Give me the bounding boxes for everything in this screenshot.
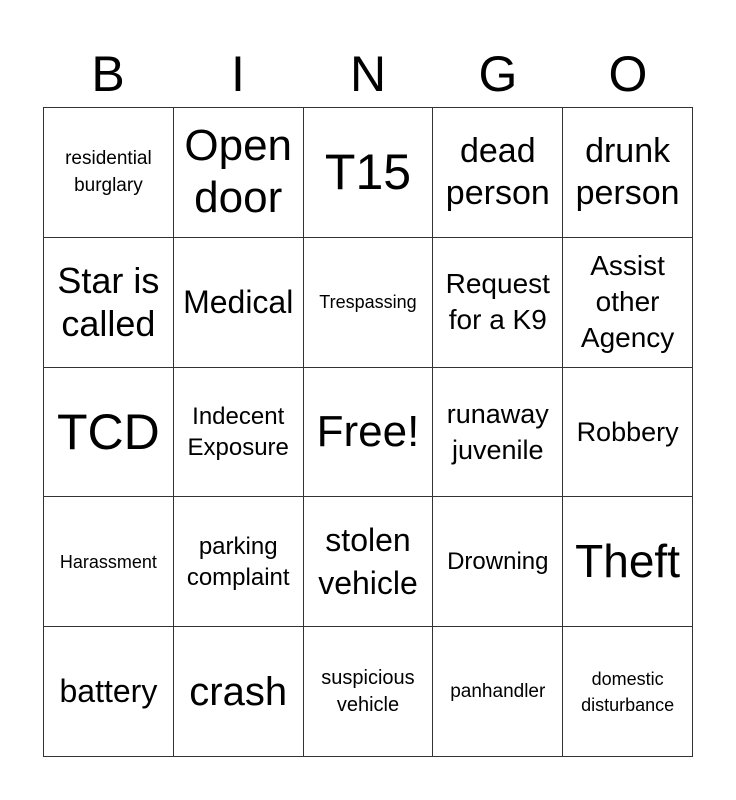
bingo-cell[interactable]: T15 (304, 108, 434, 238)
bingo-cell[interactable]: TCD (44, 368, 174, 498)
bingo-cell[interactable]: residential burglary (44, 108, 174, 238)
bingo-cell[interactable]: domestic disturbance (563, 627, 693, 757)
bingo-board (43, 107, 693, 757)
bingo-cell[interactable]: dead person (433, 108, 563, 238)
bingo-cell[interactable]: drunk person (563, 108, 693, 238)
bingo-cell[interactable]: Harassment (44, 497, 174, 627)
bingo-cell[interactable]: Theft (563, 497, 693, 627)
bingo-cell[interactable]: runaway juvenile (433, 368, 563, 498)
header-letter-i: I (231, 46, 245, 102)
bingo-cell[interactable]: Indecent Exposure (174, 368, 304, 498)
bingo-cell[interactable]: suspicious vehicle (304, 627, 434, 757)
bingo-cell[interactable]: crash (174, 627, 304, 757)
bingo-cell[interactable]: Robbery (563, 368, 693, 498)
header-letter-b: B (91, 46, 125, 102)
bingo-header (43, 42, 693, 106)
header-letter-o: O (608, 46, 648, 102)
bingo-cell[interactable]: stolen vehicle (304, 497, 434, 627)
bingo-cell[interactable]: Request for a K9 (433, 238, 563, 368)
bingo-cell[interactable]: Drowning (433, 497, 563, 627)
header-letter-n: N (349, 46, 387, 102)
bingo-cell[interactable]: Assist other Agency (563, 238, 693, 368)
bingo-cell[interactable]: Medical (174, 238, 304, 368)
header-letter-g: G (478, 46, 518, 102)
bingo-cell[interactable]: battery (44, 627, 174, 757)
bingo-cell[interactable]: parking complaint (174, 497, 304, 627)
free-space-cell[interactable]: Free! (304, 368, 434, 498)
bingo-cell[interactable]: panhandler (433, 627, 563, 757)
bingo-cell[interactable]: Trespassing (304, 238, 434, 368)
bingo-cell[interactable]: Open door (174, 108, 304, 238)
bingo-cell[interactable]: Star is called (44, 238, 174, 368)
